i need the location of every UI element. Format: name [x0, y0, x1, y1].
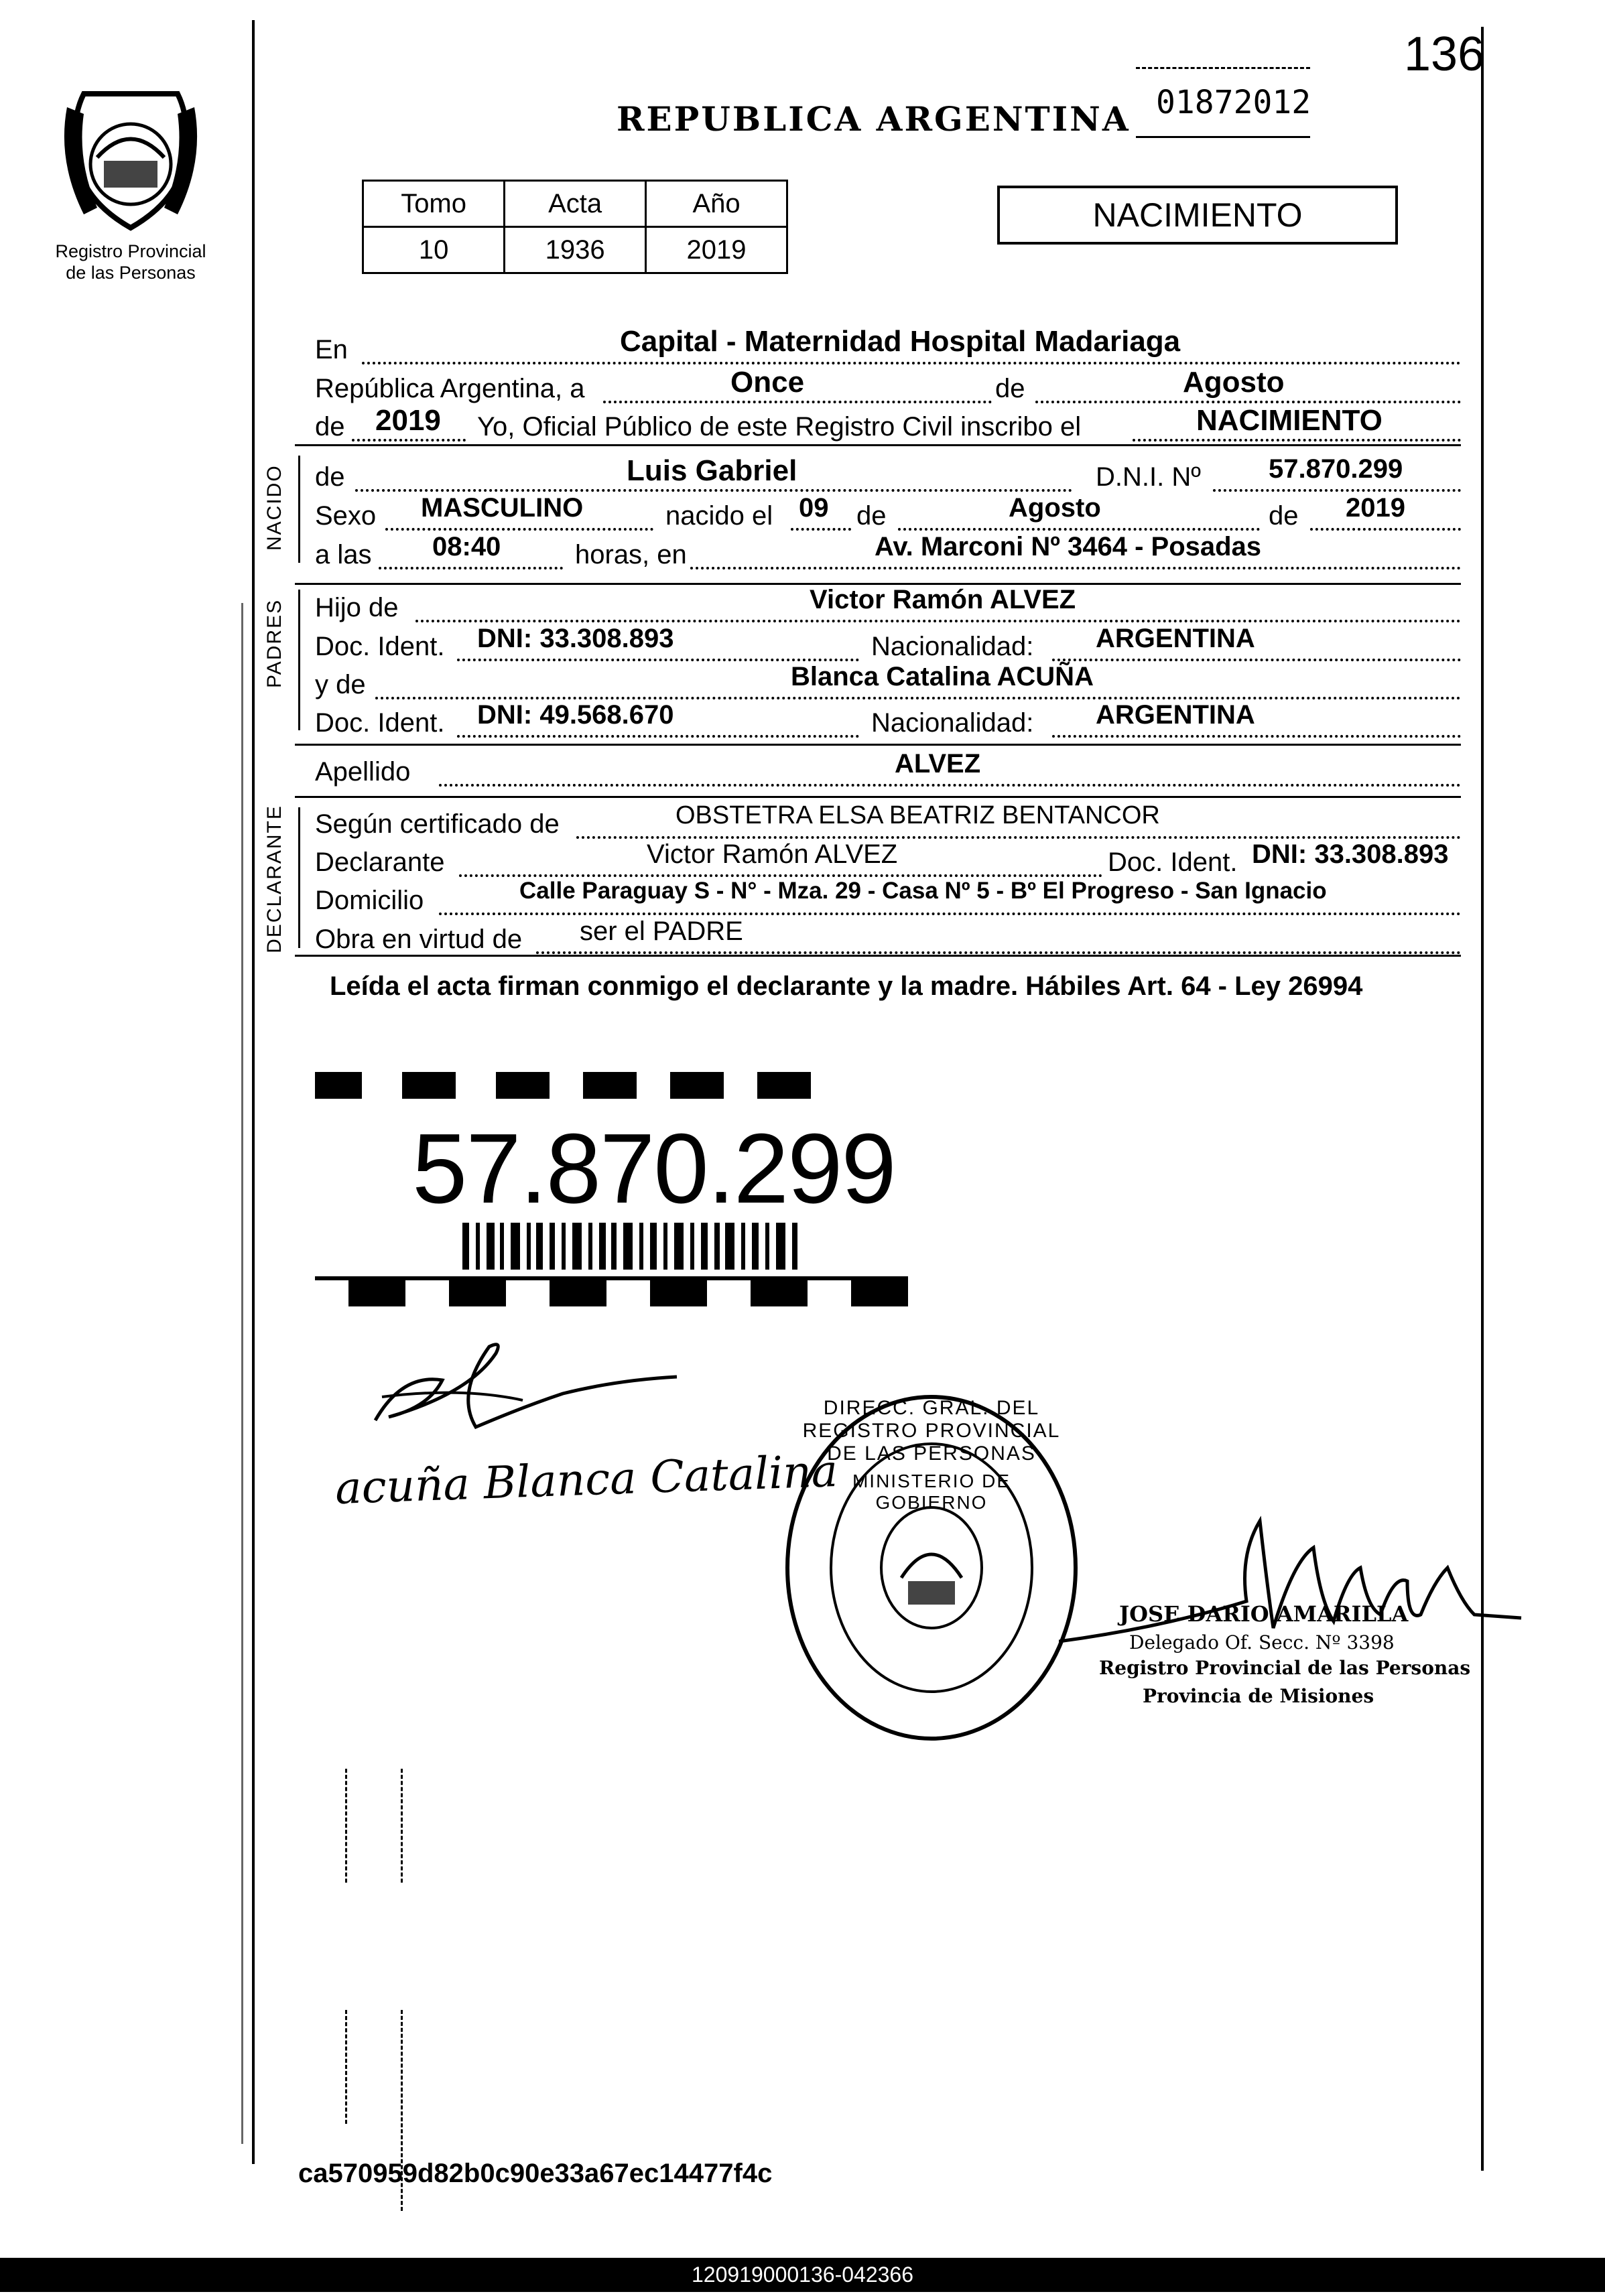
official-registry: Registro Provincial de las Personas [1099, 1657, 1471, 1679]
year-value: 2019 [375, 404, 441, 437]
control-number: 01872012 [1156, 84, 1311, 121]
apellido-value: ALVEZ [895, 749, 981, 779]
cert-value: OBSTETRA ELSA BEATRIZ BENTANCOR [676, 801, 1160, 829]
mother-doc-label: Doc. Ident. [315, 708, 445, 738]
seal-inner-text: MINISTERIO DE GOBIERNO [852, 1471, 1011, 1513]
mother-nac-label: Nacionalidad: [871, 708, 1034, 738]
father-nac-label: Nacionalidad: [871, 632, 1034, 661]
father-nationality: ARGENTINA [1096, 624, 1255, 653]
father-doc-label: Doc. Ident. [315, 632, 445, 661]
header-tomo: Tomo [363, 181, 505, 227]
document-title: REPUBLICA ARGENTINA [617, 99, 1131, 139]
obra-value: ser el PADRE [580, 917, 743, 946]
cert-label: Según certificado de [315, 809, 560, 839]
y-de-label: y de [315, 670, 366, 699]
registry-table [362, 180, 788, 274]
father-name: Victor Ramón ALVEZ [810, 585, 1076, 614]
sexo-value: MASCULINO [421, 493, 584, 523]
dni-sticker-number: 57.870.299 [412, 1113, 895, 1224]
officer-text: Yo, Oficial Público de este Registro Civil inscribo el [477, 412, 1082, 442]
declarant-signature [362, 1333, 697, 1440]
declarante-name: Victor Ramón ALVEZ [647, 839, 898, 869]
official-seal [781, 1390, 1082, 1745]
birth-month: Agosto [1009, 493, 1101, 523]
nacido-el-label: nacido el [665, 501, 773, 531]
act-type: NACIMIENTO [1092, 196, 1303, 234]
day-word: Once [730, 366, 805, 399]
official-province: Provincia de Misiones [1143, 1685, 1374, 1707]
right-margin-line [1481, 27, 1484, 2171]
place-value: Capital - Maternidad Hospital Madariaga [620, 325, 1181, 358]
logo-caption-line-2: de las Personas [66, 263, 196, 283]
province-logo [57, 80, 204, 241]
en-label: En [315, 335, 348, 364]
obra-label: Obra en virtud de [315, 925, 523, 954]
nacido-de2-label: de [856, 501, 887, 531]
footer-bar [0, 2258, 1605, 2292]
birth-day: 09 [799, 493, 829, 523]
nacido-de-label: de [315, 462, 345, 492]
republica-label: República Argentina, a [315, 374, 585, 403]
birth-time: 08:40 [432, 532, 501, 561]
page-number: 136 [1404, 27, 1485, 81]
nacido-section-label: NACIDO [263, 464, 285, 551]
hijo-de-label: Hijo de [315, 593, 399, 622]
declarante-doc-label: Doc. Ident. [1108, 848, 1238, 877]
mother-signature: acuña Blanca Catalina [334, 1444, 839, 1515]
declarante-doc: DNI: 33.308.893 [1252, 839, 1449, 869]
father-doc: DNI: 33.308.893 [477, 624, 674, 653]
official-name: JOSE DARIO AMARILLA [1119, 1601, 1409, 1627]
mother-doc: DNI: 49.568.670 [477, 700, 674, 730]
closing-note: Leída el acta firman conmigo el declarante y la madre. Hábiles Art. 64 - Ley 26994 [330, 971, 1363, 1001]
document-hash: ca570959d82b0c90e33a67ec14477f4c [298, 2159, 773, 2188]
logo-caption-line-1: Registro Provincial [55, 241, 206, 261]
header-ano: Año [646, 181, 787, 227]
nacido-de3-label: de [1269, 501, 1299, 531]
a-las-label: a las [315, 540, 372, 569]
mother-name: Blanca Catalina ACUÑA [791, 662, 1094, 691]
birth-address: Av. Marconi Nº 3464 - Posadas [875, 532, 1262, 561]
official-role: Delegado Of. Secc. Nº 3398 [1129, 1631, 1395, 1653]
sexo-label: Sexo [315, 501, 377, 531]
declarante-label: Declarante [315, 848, 445, 877]
left-margin-line [252, 20, 255, 2164]
birth-year: 2019 [1346, 493, 1405, 523]
child-dni: 57.870.299 [1269, 454, 1403, 484]
dni-sticker [315, 1065, 908, 1313]
de-label: de [995, 374, 1025, 403]
value-acta: 1936 [505, 227, 646, 273]
inscribed-value: NACIMIENTO [1196, 404, 1383, 437]
child-name: Luis Gabriel [627, 454, 797, 487]
footer-code: 120919000136-042366 [692, 2263, 913, 2287]
dni-label: D.N.I. Nº [1096, 462, 1201, 492]
declarante-section-label: DECLARANTE [263, 805, 285, 953]
domicilio-label: Domicilio [315, 886, 424, 915]
padres-section-label: PADRES [263, 598, 285, 688]
header-acta: Acta [505, 181, 646, 227]
domicilio-value: Calle Paraguay S - N° - Mza. 29 - Casa Nº 5 - Bº El Progreso - San Ignacio [519, 878, 1327, 904]
apellido-label: Apellido [315, 757, 411, 787]
control-number-stamp [1136, 67, 1310, 138]
horas-label: horas, en [575, 540, 687, 569]
value-ano: 2019 [646, 227, 787, 273]
value-tomo: 10 [363, 227, 505, 273]
mother-nationality: ARGENTINA [1096, 700, 1255, 730]
month-word: Agosto [1183, 366, 1285, 399]
left-outer-line [241, 603, 243, 2144]
act-type-box [997, 186, 1398, 245]
de2-label: de [315, 412, 345, 442]
seal-outer-text: DIRECC. GRAL. DEL REGISTRO PROVINCIAL DE LAS PERSONAS [802, 1397, 1061, 1465]
